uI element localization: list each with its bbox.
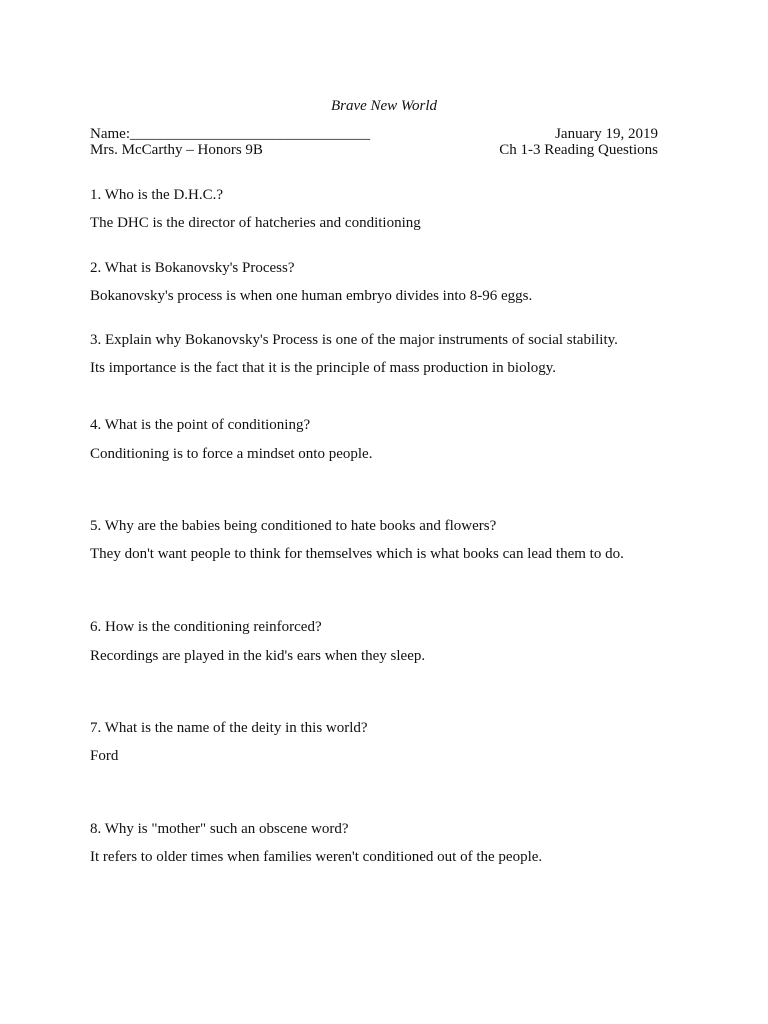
answer-3: Its importance is the fact that it is the principle of mass production in biology. xyxy=(90,360,557,376)
question-1: 1. Who is the D.H.C.? xyxy=(90,187,224,203)
header-row-1 xyxy=(90,126,658,143)
answer-2: Bokanovsky's process is when one human embryo divides into 8-96 eggs. xyxy=(90,288,533,304)
question-3: 3. Explain why Bokanovsky's Process is one of the major instruments of social stability. xyxy=(90,332,618,348)
answer-5: They don't want people to think for themselves which is what books can lead them to do. xyxy=(90,546,624,562)
answer-7: Ford xyxy=(90,748,119,764)
question-8: 8. Why is "mother" such an obscene word? xyxy=(90,821,349,837)
answer-1: The DHC is the director of hatcheries and conditioning xyxy=(90,215,421,231)
name-field-label: Name:________________________________ xyxy=(90,126,370,142)
question-4: 4. What is the point of conditioning? xyxy=(90,417,311,433)
date-text: January 19, 2019 xyxy=(555,126,658,142)
answer-4: Conditioning is to force a mindset onto people. xyxy=(90,446,373,462)
header-row-2 xyxy=(90,142,658,159)
answer-6: Recordings are played in the kid's ears when they sleep. xyxy=(90,648,426,664)
answer-8: It refers to older times when families weren't conditioned out of the people. xyxy=(90,849,543,865)
assignment-title: Ch 1-3 Reading Questions xyxy=(499,142,658,158)
question-6: 6. How is the conditioning reinforced? xyxy=(90,619,322,635)
question-2: 2. What is Bokanovsky's Process? xyxy=(90,260,295,276)
document-title: Brave New World xyxy=(330,98,438,114)
question-7: 7. What is the name of the deity in this world? xyxy=(90,720,368,736)
teacher-class-text: Mrs. McCarthy – Honors 9B xyxy=(90,142,263,158)
question-5: 5. Why are the babies being conditioned to hate books and flowers? xyxy=(90,518,497,534)
